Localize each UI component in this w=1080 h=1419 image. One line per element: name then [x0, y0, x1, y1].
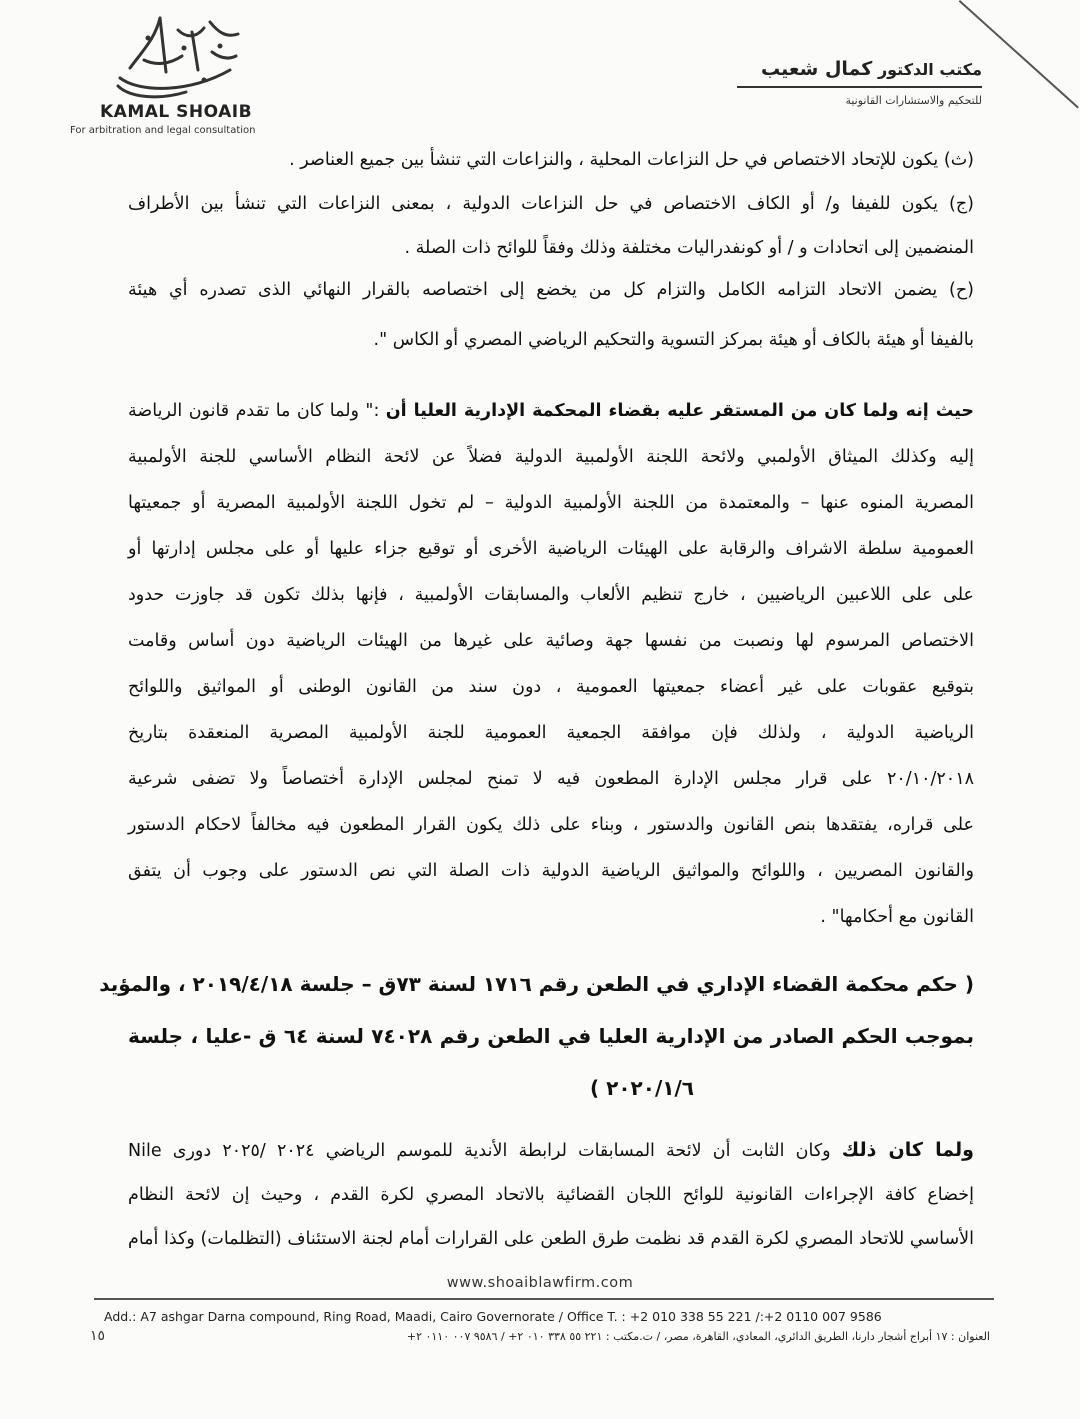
- clause-jim-line-2: المنضمين إلى اتحادات و / أو كونفدراليات مختلفة وذلك وفقاً للوائح ذات الصلة .: [404, 238, 974, 258]
- office-title: [722, 58, 982, 80]
- paragraph-line: المصرية المنوه عنها – والمعتمدة من اللجنة الأولمبية الدولية – لم تخول اللجنة الأولمبية المصرية أو جمعيتها: [128, 493, 974, 513]
- office-prefix: مكتب الدكتور: [877, 60, 982, 79]
- paragraph-line: الرياضية الدولية ، ولذلك فإن موافقة الجمعية العمومية للجنة الأولمبية المصرية المنعقدة بتاريخ: [128, 723, 974, 743]
- logo-name: KAMAL SHOAIB: [100, 102, 253, 122]
- ruling-line: ٢٠٢٠/١/٦ ): [590, 1076, 694, 1100]
- closing-first-rest: وكان الثابت أن لائحة المسابقات لرابطة الأندية للموسم الرياضي ٢٠٢٤ /٢٠٢٥ دورى Nile: [128, 1141, 842, 1161]
- logo-tagline: For arbitration and legal consultation: [70, 125, 256, 136]
- paragraph-line: إليه وكذلك الميثاق الأولمبي ولائحة اللجنة الأولمبية الدولية فضلاً عن لائحة النظام الأساسي للجنة الأولمبية: [128, 447, 974, 467]
- clause-list: [128, 142, 974, 358]
- office-header: [722, 58, 982, 107]
- website-url: www.shoaiblawfirm.com: [446, 1275, 634, 1291]
- paragraph-first-line: [128, 388, 974, 434]
- paragraph-line: والقانون المصريين ، واللوائح والمواثيق الرياضية الدولية ذات الصلة التي نص الدستور على وجوب أن يتفق: [128, 861, 974, 881]
- clause-ha-line-2: بالفيفا أو هيئة بالكاف أو هيئة بمركز التسوية والتحكيم الرياضي المصري أو الكاس ".: [373, 330, 974, 350]
- closing-lead: ولما كان ذلك: [841, 1139, 974, 1161]
- ruling-line: ( حكم محكمة القضاء الإداري في الطعن رقم ١٧١٦ لسنة ٧٣ق – جلسة ٢٠١٩/٤/١٨ ، والمؤيد: [99, 972, 974, 996]
- paragraph-line: بتوقيع عقوبات على غير أعضاء جمعيتها العمومية ، دون سند من القانون الوطنى أو المواثيق واللوائح: [128, 677, 974, 697]
- ruling-citation: [99, 958, 974, 1114]
- office-name: كمال شعيب: [761, 58, 873, 80]
- paragraph-last-line: القانون مع أحكامها" .: [820, 907, 974, 927]
- clause-jim-line-1: (ج) يكون للفيفا و/ أو الكاف الاختصاص في حل النزاعات الدولية ، بمعنى النزاعات التي تنشأ بين الأطراف: [128, 194, 974, 214]
- document-body: [99, 142, 974, 1261]
- court-citation-paragraph: [128, 388, 974, 940]
- footer-divider: [94, 1298, 994, 1300]
- paragraph-line: على على اللاعبين الرياضيين ، خارج تنظيم الألعاب والمسابقات الأولمبية ، فإنها بذلك تكون قد جاوزت حدود: [128, 585, 974, 605]
- paragraph-line: على قراره، يفتقدها بنص القانون والدستور ، وبناء على ذلك يكون القرار المطعون فيه مخالفاً لاحكام الدستور: [128, 815, 974, 835]
- paragraph-lead: حيث إنه ولما كان من المستقر عليه بقضاء المحكمة الإدارية العليا أن: [385, 401, 974, 421]
- paragraph-first-rest: :" ولما كان ما تقدم قانون الرياضة: [128, 401, 386, 421]
- firm-logo: [70, 8, 290, 136]
- closing-line: إخضاع كافة الإجراءات القانونية للوائح اللجان القضائية بالاتحاد المصري لكرة القدم ، وحيث إن لائحة النظام: [128, 1185, 974, 1205]
- clause-ha-line-1: (ح) يضمن الاتحاد التزامه الكامل والتزام كل من يخضع إلى اختصاصه بالقرار النهائي الذى تصدره أي هيئة: [128, 280, 974, 300]
- address-english: Add.: A7 ashgar Darna compound, Ring Road, Maadi, Cairo Governorate / Office T. : +2 010 338 55 221 /:+2 0110 007 9586: [104, 1309, 882, 1324]
- ruling-line: بموجب الحكم الصادر من الإدارية العليا في الطعن رقم ٧٤٠٢٨ لسنة ٦٤ ق -عليا ، جلسة: [128, 1024, 974, 1048]
- closing-line: الأساسي للاتحاد المصري لكرة القدم قد نظمت طرق الطعن على القرارات أمام لجنة الاستئناف (التظلمات) وكذا أمام: [128, 1229, 974, 1249]
- clause-tha-line-1: (ث) يكون للإتحاد الاختصاص في حل النزاعات المحلية ، والنزاعات التي تنشأ بين جميع العناصر .: [289, 150, 974, 170]
- office-underline: [737, 86, 982, 88]
- closing-paragraph: [128, 1128, 974, 1261]
- paragraph-line: العمومية سلطة الاشراف والرقابة على الهيئات الرياضية الأخرى أو توقيع جزاء عليها أو على مجلس إدارتها أو: [128, 539, 974, 559]
- page-number: ١٥: [90, 1328, 106, 1344]
- address-arabic: العنوان : ١٧ أبراج أشجار دارنا، الطريق الدائري، المعادي، القاهرة، مصر، / ت.مكتب : ٢٢١ ٥٥ ٣٣٨ ٠١٠ ٢+ / ٩٥٨٦ ٠٠٧ ٠١١٠ ٢+: [406, 1330, 990, 1343]
- paragraph-line: ٢٠/١٠/٢٠١٨ على قرار مجلس الإدارة المطعون فيه لا تمنح لمجلس الإدارة أختصاصاً ولا تضفى شرعية: [128, 769, 974, 789]
- closing-first-line: [128, 1128, 974, 1173]
- calligraphy-logo-icon: [100, 8, 250, 100]
- office-subtitle: للتحكيم والاستشارات القانونية: [845, 94, 982, 107]
- paragraph-line: الاختصاص المرسوم لها ونصبت من نفسها جهة وصائية على غيرها من الهيئات الرياضية دون أساس وقامت: [128, 631, 974, 651]
